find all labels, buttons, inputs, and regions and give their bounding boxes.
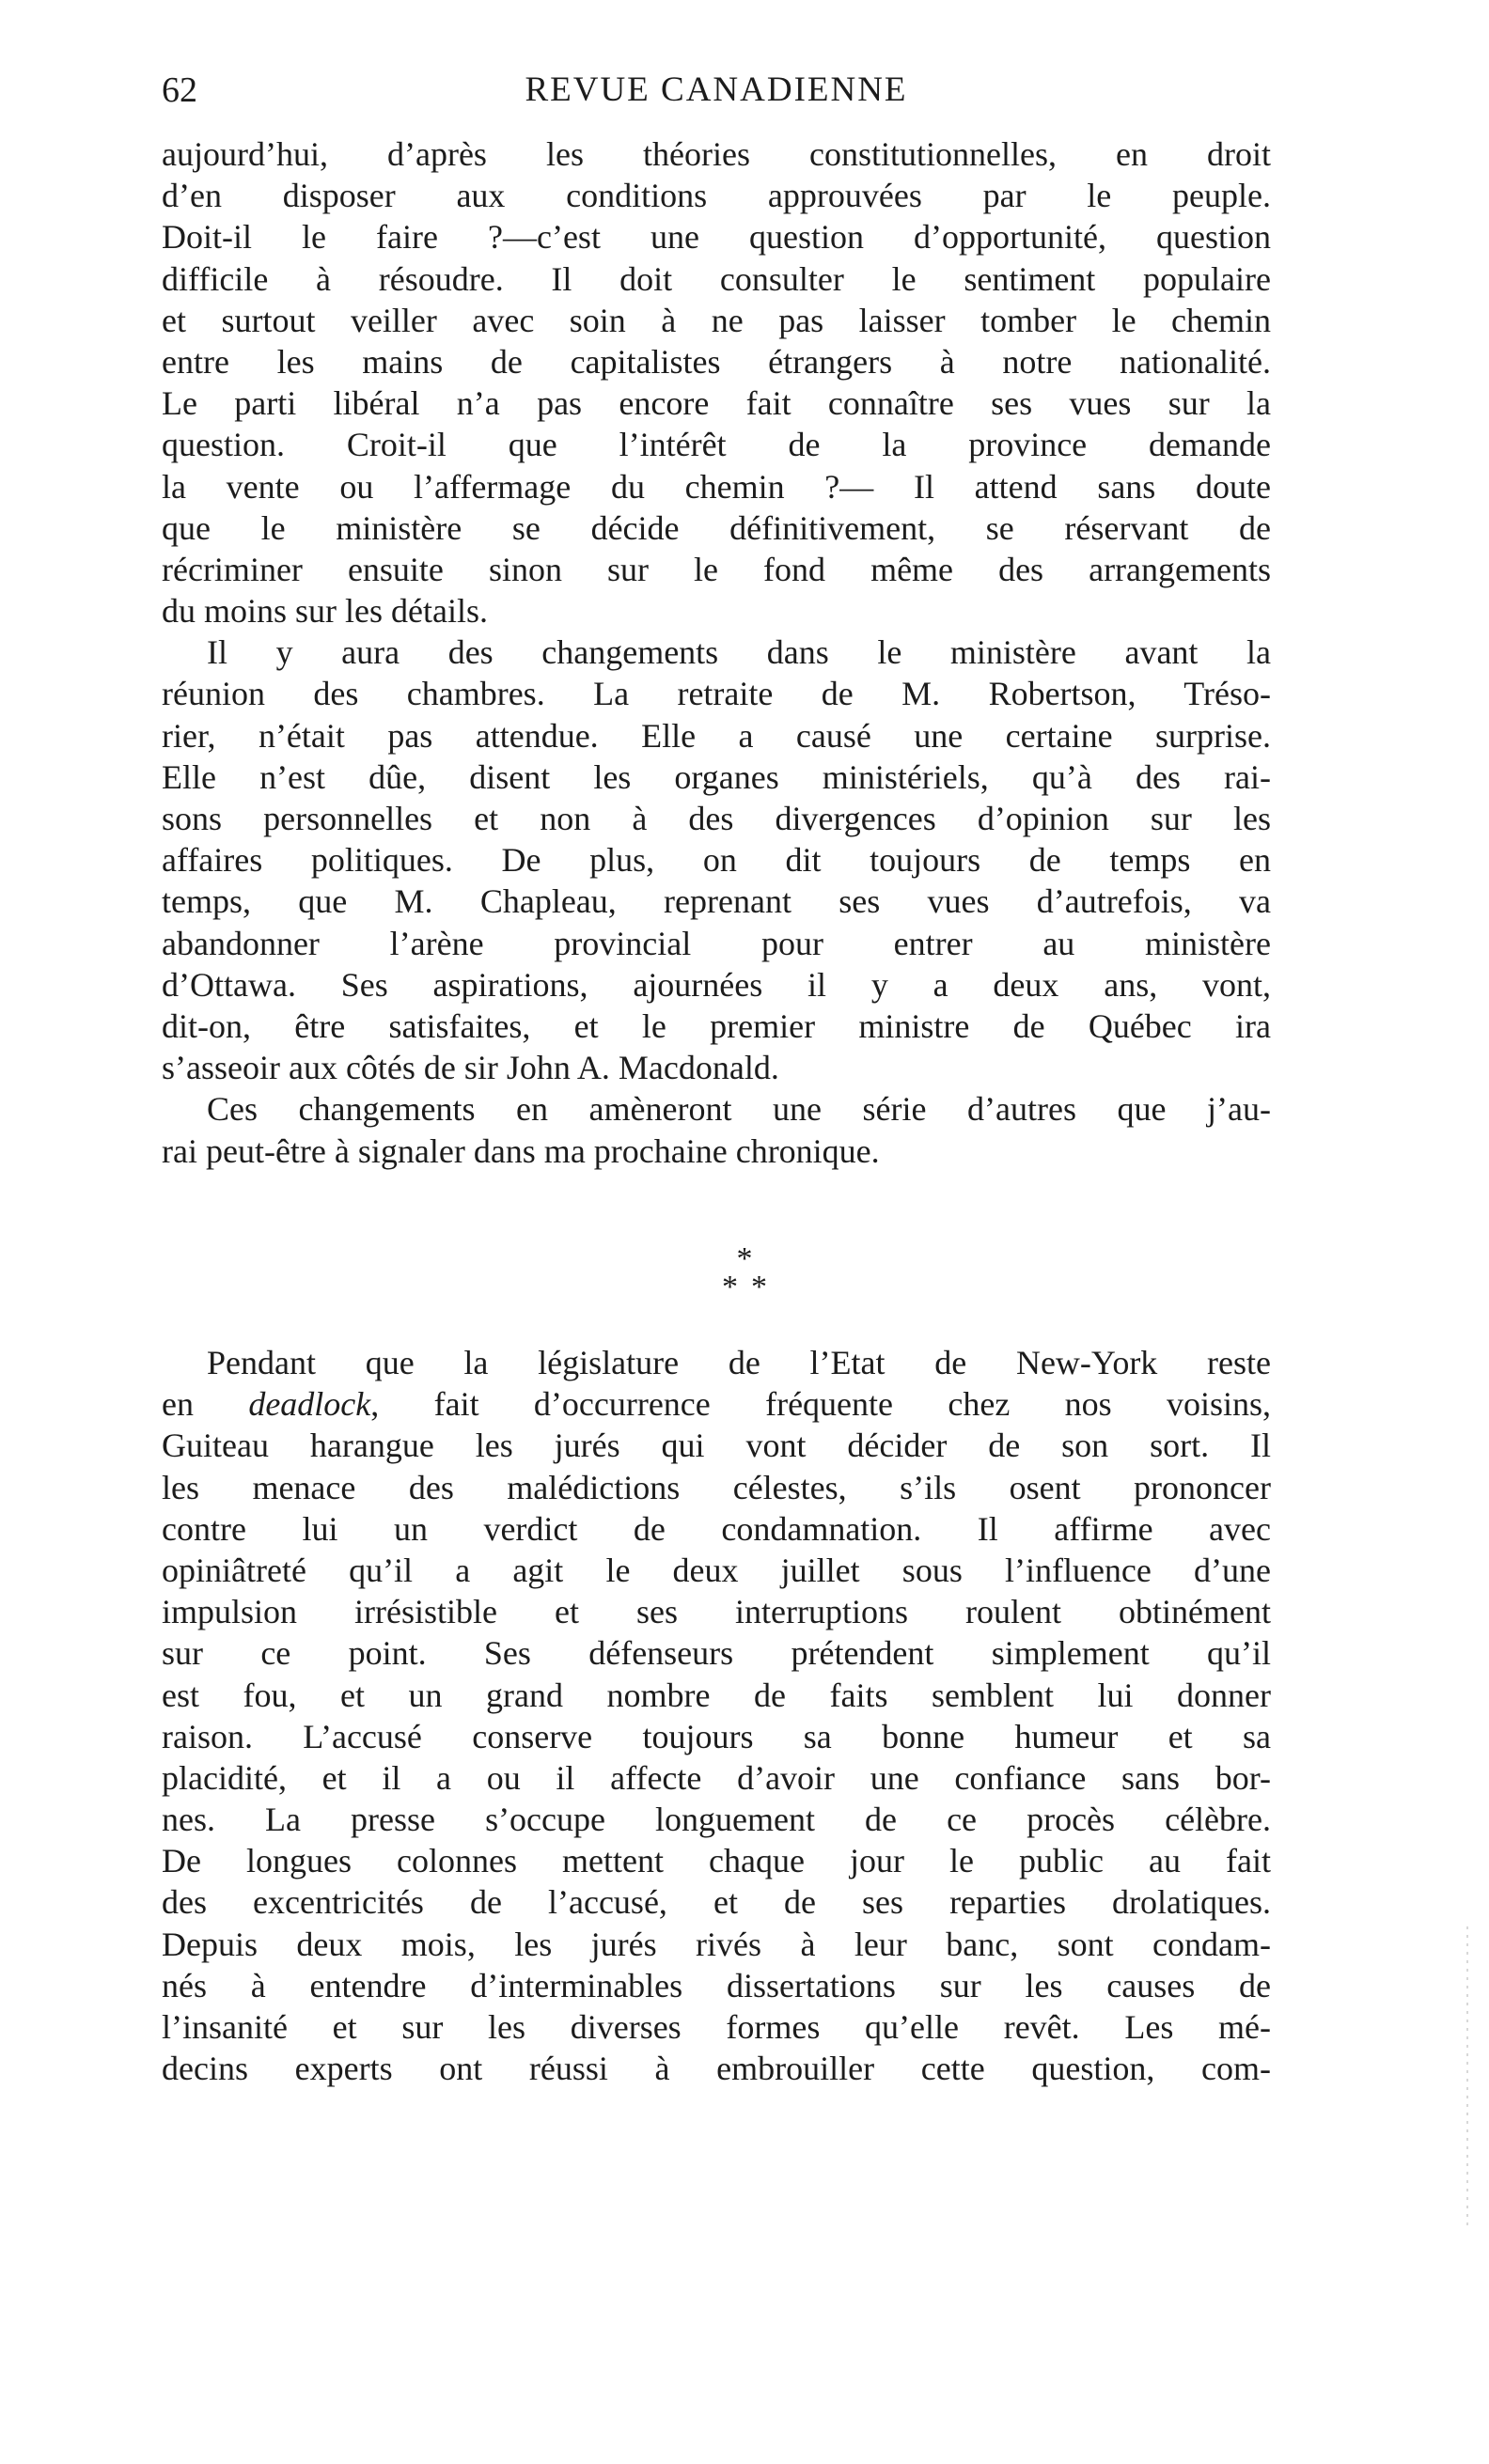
text-line: Le parti libéral n’a pas encore fait connaître ses vues sur la <box>162 384 1271 423</box>
text-block-guiteau <box>162 1342 1271 2089</box>
asterism-top-star: * <box>736 1241 753 1276</box>
text-line: impulsion irrésistible et ses interruptions roulent obtinément <box>162 1593 1271 1631</box>
text-line: Guiteau harangue les jurés qui vont décider de son sort. Il <box>162 1427 1271 1465</box>
paragraph-start-line: Ces changements en amèneront une série d’autres que j’au- <box>207 1090 1271 1129</box>
text-line: les menace des malédictions célestes, s’ils osent prononcer <box>162 1468 1271 1506</box>
text-line: decins experts ont réussi à embrouiller cette question, com- <box>162 2050 1271 2088</box>
text-line: opiniâtreté qu’il a agit le deux juillet sous l’influence d’une <box>162 1551 1271 1589</box>
scan-edge-artifact <box>1466 1926 1468 2227</box>
text-line: aujourd’hui, d’après les théories constitutionnelles, en droit <box>162 135 1271 173</box>
text-line: d’en disposer aux conditions approuvées par le peuple. <box>162 177 1271 215</box>
text-line: réunion des chambres. La retraite de M. Robertson, Tréso- <box>162 675 1271 713</box>
text-line: sons personnelles et non à des divergences d’opinion sur les <box>162 800 1271 837</box>
text-fragment: , fait d’occurrence fréquente chez nos voisins, <box>370 1385 1271 1424</box>
running-title: REVUE CANADIENNE <box>525 70 908 109</box>
text-line: et surtout veiller avec soin à ne pas laisser tomber le chemin <box>162 301 1271 339</box>
text-block-chronique-politique <box>162 133 1271 1172</box>
text-line: difficile à résoudre. Il doit consulter le sentiment populaire <box>162 259 1271 298</box>
text-line: rai peut-être à signaler dans ma prochaine chronique. <box>162 1131 880 1170</box>
text-line: rier, n’était pas attendue. Elle a causé une certaine surprise. <box>162 716 1271 755</box>
text-line: affaires politiques. De plus, on dit toujours de temps en <box>162 841 1271 880</box>
text-line: la vente ou l’affermage du chemin ?— Il attend sans doute <box>162 467 1271 506</box>
text-line: contre lui un verdict de condamnation. Il affirme avec <box>162 1509 1271 1548</box>
text-line: que le ministère se décide définitivement, se réservant de <box>162 508 1271 547</box>
text-line: est fou, et un grand nombre de faits semblent lui donner <box>162 1676 1271 1714</box>
text-line: l’insanité et sur les diverses formes qu’elle revêt. Les mé- <box>162 2008 1271 2046</box>
text-line: d’Ottawa. Ses aspirations, ajournées il y a deux ans, vont, <box>162 965 1271 1004</box>
text-line: s’asseoir aux côtés de sir John A. Macdonald. <box>162 1049 779 1087</box>
italic-term-deadlock: deadlock <box>248 1385 371 1424</box>
text-line: question. Croit-il que l’intérêt de la province demande <box>162 426 1271 464</box>
text-line: raison. L’accusé conserve toujours sa bonne humeur et sa <box>162 1717 1271 1755</box>
text-line: Elle n’est dûe, disent les organes ministériels, qu’à des rai- <box>162 757 1271 796</box>
text-line: nés à entendre d’interminables dissertations sur les causes de <box>162 1966 1271 2004</box>
text-line: Depuis deux mois, les jurés rivés à leur banc, sont condam- <box>162 1925 1271 1963</box>
text-line: sur ce point. Ses défenseurs prétendent simplement qu’il <box>162 1634 1271 1673</box>
text-line: entre les mains de capitalistes étrangers à notre nationalité. <box>162 342 1271 381</box>
text-line: abandonner l’arène provincial pour entrer au ministère <box>162 924 1271 962</box>
section-divider-asterism <box>0 1241 1489 1304</box>
paragraph-start-line: Pendant que la législature de l’Etat de New-York reste <box>207 1344 1271 1381</box>
text-line: du moins sur les détails. <box>162 592 488 631</box>
text-fragment: en <box>162 1385 249 1424</box>
text-line: des excentricités de l’accusé, et de ses reparties drolatiques. <box>162 1883 1271 1922</box>
text-line-with-italic <box>162 1383 1271 1425</box>
text-line: nes. La presse s’occupe longuement de ce procès célèbre. <box>162 1801 1271 1839</box>
text-line: récriminer ensuite sinon sur le fond même des arrangements <box>162 550 1271 588</box>
text-line: temps, que M. Chapleau, reprenant ses vues d’autrefois, va <box>162 882 1271 921</box>
asterism-bottom-stars: ** <box>722 1270 780 1304</box>
text-line: Doit-il le faire ?—c’est une question d’opportunité, question <box>162 218 1271 257</box>
paragraph-start-line: Il y aura des changements dans le ministère avant la <box>207 633 1271 672</box>
text-line: dit-on, être satisfaites, et le premier ministre de Québec ira <box>162 1006 1271 1045</box>
page-header <box>162 64 1271 117</box>
text-line: placidité, et il a ou il affecte d’avoir une confiance sans bor- <box>162 1758 1271 1797</box>
page-number: 62 <box>162 70 197 110</box>
text-line: De longues colonnes mettent chaque jour le public au fait <box>162 1842 1271 1880</box>
